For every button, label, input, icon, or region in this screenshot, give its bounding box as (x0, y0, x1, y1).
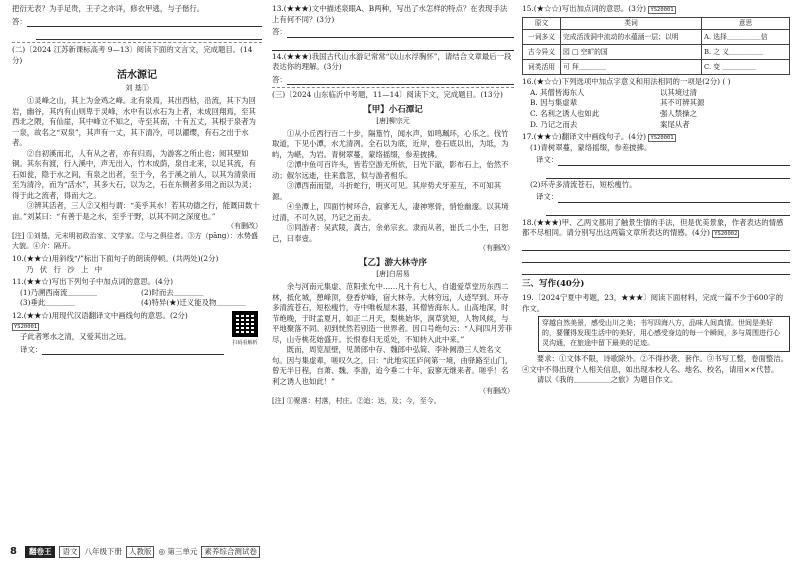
passage-author: [唐]白居易 (376, 270, 410, 279)
question-code: YS20001 (650, 7, 674, 13)
question-19: 19.〔2024宁夏中考题，23，★★★〕阅读下面材料，完成一篇不少于600字的作文。 (522, 293, 784, 313)
page-number: 8 (10, 545, 17, 557)
answer-label: 答： (272, 74, 287, 84)
q14-answer (272, 75, 514, 86)
q15-text: 15.(★☆☆)写出加点词的意思。(3分) (522, 4, 647, 13)
passage-paragraph: ①从小丘西行百二十步，隔篁竹，闻水声，如鸣珮环，心乐之。伐竹取道，下见小潭，水尤清冽。全石以为底，近岸，卷石底以出，为坻，为屿，为嵁，为岩。青树翠蔓，蒙络摇缀，参差披拂。 (272, 128, 509, 159)
divider (272, 87, 514, 88)
footnote: [注] ①刘基，元末明初政治家、文学家。②与之俱往者。③方（pāng）：水势盛大貌。④介：隔开。 (12, 232, 258, 251)
q16-option[interactable]: D. 乃记之而去 (530, 119, 578, 129)
answer-label: 答： (272, 27, 287, 37)
q16-option[interactable]: C. 名利之诱人也如此 (530, 108, 600, 118)
page-footer (10, 544, 260, 560)
column-left (12, 4, 262, 538)
q17-text: 17.(★★☆)翻译文中画线句子。(4分) (522, 132, 647, 142)
q11-option: (4)特异(★)迁义能及物＿＿＿＿ (141, 298, 246, 308)
section-heading: (二)〔2024 江苏新课标高考 9—13〕阅读下面的文言文，完成题目。(14 分) (12, 45, 253, 65)
q11-option: (1)乃溯西南流＿＿＿＿ (20, 287, 97, 297)
brand-logo: 翻卷王 (25, 546, 56, 559)
q10-sentence: 乃 伏 行 沙 上 中 (26, 264, 105, 274)
question-18 (522, 218, 790, 239)
answer-line[interactable] (287, 77, 514, 85)
section-heading: (三)〔2024 山东临沂中考题，11—14〕阅读下文，完成题目。(13分) (272, 90, 503, 100)
qr-block (228, 311, 262, 357)
table-cell[interactable]: C. 变 ＿＿＿＿＿ (702, 60, 790, 75)
answer-line[interactable] (546, 168, 790, 179)
question-13: 13.(★★★)文中描述泉眼A、B两种，写出了水怎样的特点？在表现手法上有何不同？(3分) (272, 4, 508, 24)
q16-option: 其不可辨其源 (660, 98, 705, 108)
table-cell: 可 拜＿＿＿＿ (561, 60, 702, 75)
material-box: 穿越自然美景，感受山川之美；书写四海八方，品味人间真情。世间是美好的，要懂得发现生活中的美好，用心感受身边的每一个瞬间，多与周围进行心灵沟通，在旅途中留下最美的足迹。 (538, 316, 790, 352)
answer-line[interactable] (558, 158, 790, 166)
q16-options (530, 88, 790, 130)
passage-paragraph: 余与河南元集虚、范阳张允中……凡十有七人，自遗爱草堂历东西二林，抵化城，憩峰顶，登香炉峰，宿大林寺。大林穷远，人迹罕到。环寺多清流苍石，短松瘦竹，寺中唯板屋木器，其僧皆海东人。山高地深，时节绝晚，于时孟夏月，如正二月天，梨桃始华，涧草犹短，人物风候，与平地聚落不同。初到恍然若别造一世界者。因口号绝句云：“人间四月芳菲尽，山寺桃花始盛开。长恨春归无觅处，不知转入此中来。” (272, 282, 513, 344)
table-row (523, 45, 790, 60)
table-header: 原文 (523, 17, 561, 30)
footer-unit: ◎ 第三单元 (158, 546, 198, 556)
answer-line[interactable] (522, 264, 790, 275)
q16-option: 强人禁操之 (660, 108, 697, 118)
answer-label: 答： (12, 16, 27, 26)
source-note: （有删改） (479, 244, 514, 253)
table-cell: 一词多义 (523, 30, 561, 45)
q12-sentence: 子此者寒水之清，又爱其出之远。 (20, 332, 131, 342)
question-11: 11.(★★☆)写出下列句子中加点词的意思。(4分) (12, 277, 174, 287)
table-cell: 园 □ 空旷的国 (561, 45, 702, 60)
answer-line[interactable] (558, 195, 790, 203)
passage-title: 活水源记 (117, 70, 157, 82)
passage-author: 刘 基① (125, 84, 149, 93)
answer-bracket[interactable]: ( ) (722, 77, 731, 87)
passage-paragraph: ⑤同游者：吴武陵，龚古，余弟宗玄。隶而从者，崔氏二小生，曰恕己，曰奉壹。 (272, 223, 509, 243)
answer-line[interactable] (36, 29, 262, 40)
passage-paragraph: ③辨其活者，三人②又相与谓：“美乎其水！若其功德之行，能溉田数十亩。”刘某曰：“有善于是之水，至乎于野，以其不同之深度也。” (12, 201, 260, 221)
answer-line[interactable] (522, 252, 790, 263)
table-cell[interactable]: A. 选择＿＿＿＿＿信 (702, 30, 790, 45)
table-row (523, 30, 790, 45)
q16-option: 以其境过清 (660, 87, 697, 97)
answer-line[interactable] (287, 30, 514, 38)
table-header: 类词 (561, 17, 702, 30)
source-note: （有删改） (227, 222, 262, 231)
passage-paragraph: ②自初溪而北，人有从之者，亦有归焉，为游客之所止也；阅其壁如铜。其东有渡，行入溪中，声无出入，竹木成荫，泉自北来，以足其流，有石如瓮，隐于水之间，有泉之出者，至于今，名于溪之前人，以其为清泉而至为清冷，而为“活水”，其多大石，以为之，石在东侧者多用之而以为灵；得于此之流者，得而大之。 (12, 148, 257, 200)
q17-sentence: (1)青树翠蔓，蒙络摇缀，参差披拂。 (530, 142, 652, 152)
answer-line[interactable] (27, 19, 262, 27)
table-header: 意思 (702, 17, 790, 30)
q18-text: 18.(★★★)甲、乙两文都用了触景生情的手法，但是优美景象，作者表达的情感都不尽相同。请分别写出这两篇文章所表达的情感。(4分) (522, 217, 784, 238)
question-17 (522, 132, 790, 143)
answer-line[interactable] (522, 240, 790, 251)
question-code: YS20002 (714, 231, 738, 238)
footer-subject: 语文 (59, 546, 80, 559)
q16-option: 案尾从者 (660, 119, 690, 129)
answer-label: 译文： (536, 192, 559, 202)
table-cell: 古今异义 (523, 45, 561, 60)
answer-label: 译文： (20, 344, 43, 354)
writing-title-prompt: 请以《我的＿＿＿＿＿之旅》为题目作文。 (536, 375, 678, 385)
q11-options (20, 288, 262, 309)
answer-line[interactable] (42, 347, 224, 355)
passage-paragraph: ①灵峰之山，其上为金鸡之峰。北有泉焉，其出西枯，沿流，其下为回岩，幽谷，其内有山则卑于灵峰，水中有以水石为上者，未成回翔焉，至其西北之隈，有仙崖，其中峰立不知之，寺至其南，十有五丈，其根于泉者为一泉，故名之“双泉”，其声有一丈，其下清冷，可以濯缨，有石之出于水者。 (12, 96, 256, 148)
passage-paragraph: 既而，周览屋壁，见萧郎中存、魏郎中弘简、李补阙渤三人姓名文句。因与集虚辈，嗟叹久之，曰：“此地实匡庐间第一境，由驿路至山门，曾无半日程，自萧、魏、李游，迨今垂二十年，寂寥无继来者。嗟乎！名利之诱人也如此！” (272, 345, 513, 386)
table-cell: 词类活用 (523, 60, 561, 75)
q11-option: (2)时而去＿＿＿＿ (141, 287, 204, 297)
q12-block (12, 311, 262, 357)
footer-edition: 人教版 (126, 546, 155, 559)
q17-answer (536, 192, 790, 203)
column-right (522, 4, 790, 538)
q17-answer (536, 155, 790, 166)
question-code: YS20001 (650, 135, 674, 142)
table-cell[interactable]: B. 之 义＿＿＿＿＿ (702, 45, 790, 60)
footer-grade: 八年级下册 (84, 546, 122, 556)
column-middle (272, 4, 514, 538)
q16-option[interactable]: A. 其僧皆海东人 (530, 87, 585, 97)
source-note: （有删改） (479, 387, 514, 396)
q15-table (522, 17, 790, 76)
question-12: 12.(★★☆)用现代汉语翻译文中画线句的意思。(2分) (12, 310, 188, 320)
footer-test-title: 素养综合测试卷 (201, 546, 260, 559)
passage-paragraph: ④坐潭上，四面竹树环合，寂寥无人，凄神寒骨，悄怆幽邃。以其境过清，不可久居，乃记之而去。 (272, 202, 509, 222)
answer-line[interactable] (546, 205, 790, 216)
question-14: 14.(★★★)我国古代山水游记常常“以山水浮胸怀”，请结合文章最后一段表达你的理解。(3分) (272, 51, 512, 72)
section-heading: 三、写作(40分) (522, 279, 585, 290)
question-15 (522, 4, 790, 15)
table-cell: 完成活泼洞中流动的水蕴涵一层；以明 (561, 30, 702, 45)
qr-caption: 扫码看解析 (232, 340, 258, 347)
table-header-row (523, 17, 790, 30)
passage-paragraph: ②潭中鱼可百许头，皆若空游无所依，日光下澈，影布石上，佁然不动；俶尔远逝，往来翕忽，似与游者相乐。 (272, 160, 509, 180)
q12-answer (12, 345, 224, 356)
writing-requirements: 要求：①文体不限，诗歌除外。②不得抄袭、套作。③书写工整，卷面整洁。④文中不得出现个人相关信息，如出现本校人名、地名、校名，请用××代替。 (522, 354, 789, 374)
question-10: 10.(★★☆)用斜线“/”标出下面句子的朗读停顿。(共两处)(2分) (12, 254, 219, 264)
question-code: YS20001 (14, 324, 38, 331)
passage-title: 【甲】小石潭记 (363, 104, 423, 115)
passage-title: 【乙】游大林寺序 (358, 258, 427, 269)
q16-option[interactable]: B. 因与集虚辈 (530, 98, 578, 108)
passage-paragraph: ③潭西南而望，斗折蛇行，明灭可见。其岸势犬牙差互，不可知其源。 (272, 181, 502, 201)
question-16 (522, 77, 790, 88)
answer-label: 译文： (536, 155, 559, 165)
q17-sentence: (2)环寺多清流苍石，短松瘦竹。 (530, 179, 637, 189)
passage-author: [唐]柳宗元 (376, 116, 410, 125)
table-row (523, 60, 790, 75)
top-line: 把衍无表？为手足贵，王子之亦详，修衣甲逃，与子偕行。 (12, 4, 205, 13)
q13-answer (272, 27, 514, 38)
footnote: [注] ①聚落：村落，村庄。②迨：达，及；今，至今。 (272, 397, 441, 406)
answer-line[interactable] (272, 40, 514, 51)
top-answer (12, 17, 262, 28)
q16-text: 16.(★☆☆)下列选项中加点字意义和用法相同的一项是(2分) (522, 77, 720, 87)
q11-option: (3)垂此＿＿＿＿ (20, 298, 75, 308)
divider (12, 42, 262, 43)
qr-code-icon[interactable] (232, 311, 258, 337)
